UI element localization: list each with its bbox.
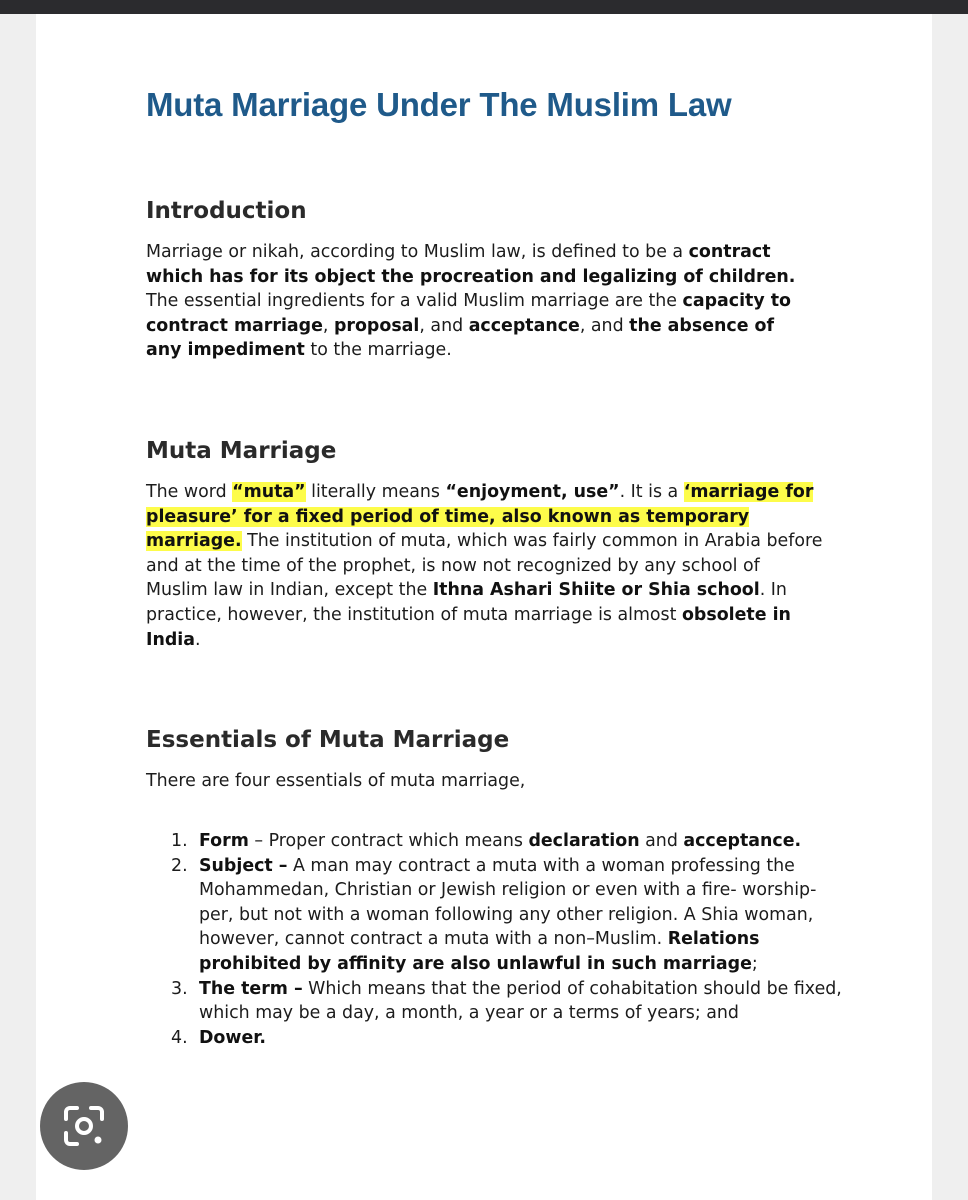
introduction-paragraph (146, 240, 806, 363)
essentials-heading: Essentials of Muta Marriage (146, 727, 510, 753)
muta-text-5: . In practice, however, the institution of muta marriage is almost (146, 580, 787, 625)
muta-text-4: The institution of muta, which was fairly common in Arabia before and at the time of the prophet, is now not recognized by any school of Muslim law in Indian, except the (146, 531, 823, 601)
viewer-margin-right (932, 14, 968, 1200)
document-page (36, 14, 932, 1200)
essentials-list (146, 829, 846, 1050)
intro-text-5: , and (579, 315, 630, 336)
muta-text-3: . It is a (619, 482, 684, 502)
list-item-text: Which means that the period of cohabitation should be fixed, which may be a day, a month, a year or a terms of years; and (199, 978, 842, 1024)
intro-bold-3: proposal (333, 315, 420, 336)
muta-bold-2: Ithna Ashari Shiite or Shia school (432, 580, 760, 601)
intro-text-1: Marriage or nikah, according to Muslim law, is defined to be a (146, 242, 689, 262)
viewer-margin-left (0, 14, 36, 1200)
intro-bold-4: acceptance (468, 315, 580, 336)
muta-bold-3: obsolete in India (146, 604, 791, 650)
muta-highlight-1: “muta” (232, 482, 306, 502)
intro-bold-1: contract which has for its object the procreation and legalizing of children. (146, 242, 796, 287)
list-item-number: 3. (171, 978, 188, 999)
list-item (146, 1026, 846, 1051)
list-item-bold: Relations prohibited by affinity are also unlawful in such marriage (199, 929, 760, 974)
muta-text-6: . (195, 629, 201, 650)
muta-highlight-2: ‘marriage for pleasure’ for a fixed period of time, also known as temporary marriage. (146, 482, 814, 552)
list-item-bold: declaration (528, 831, 640, 851)
muta-text-2: literally means (305, 482, 446, 502)
list-item-label: The term – (199, 978, 303, 999)
list-item-text: A man may contract a muta with a woman professing the Mohammedan, Christian or Jewish religion or even with a fire- worship-per, but not with a woman following any other religion. A Shia woman, however, cannot contract a muta with a non–Muslim. (199, 855, 817, 950)
introduction-heading: Introduction (146, 198, 307, 224)
essentials-intro: There are four essentials of muta marriage, (146, 771, 526, 791)
list-item-bold: acceptance. (683, 831, 802, 851)
muta-marriage-heading: Muta Marriage (146, 438, 337, 464)
list-item (146, 977, 846, 1026)
google-lens-icon (62, 1104, 106, 1148)
list-item-text: and (639, 831, 684, 851)
intro-bold-5: the absence of any impediment (146, 315, 775, 361)
google-lens-button[interactable] (40, 1082, 128, 1170)
intro-text-4: , and (419, 315, 469, 336)
list-item-label: Dower. (199, 1027, 266, 1048)
intro-text-3: , (322, 315, 334, 336)
muta-bold-1: “enjoyment, use” (445, 482, 620, 502)
intro-text-6: to the marriage. (304, 340, 452, 361)
list-item-label: Subject – (199, 855, 288, 876)
list-item-number: 2. (171, 855, 188, 876)
list-item-number: 1. (171, 831, 188, 851)
muta-text-1: The word (146, 482, 233, 502)
intro-bold-2: capacity to contract marriage (146, 291, 791, 336)
list-item-text: ; (751, 953, 758, 974)
page-title: Muta Marriage Under The Muslim Law (146, 86, 732, 123)
muta-marriage-paragraph (146, 480, 826, 652)
status-bar (0, 0, 968, 14)
list-item (146, 854, 846, 977)
intro-text-2: The essential ingredients for a valid Muslim marriage are the (146, 291, 683, 312)
list-item (146, 829, 846, 854)
list-item-label: Form (199, 831, 249, 851)
list-item-number: 4. (171, 1027, 188, 1048)
list-item-text: – Proper contract which means (248, 831, 529, 851)
